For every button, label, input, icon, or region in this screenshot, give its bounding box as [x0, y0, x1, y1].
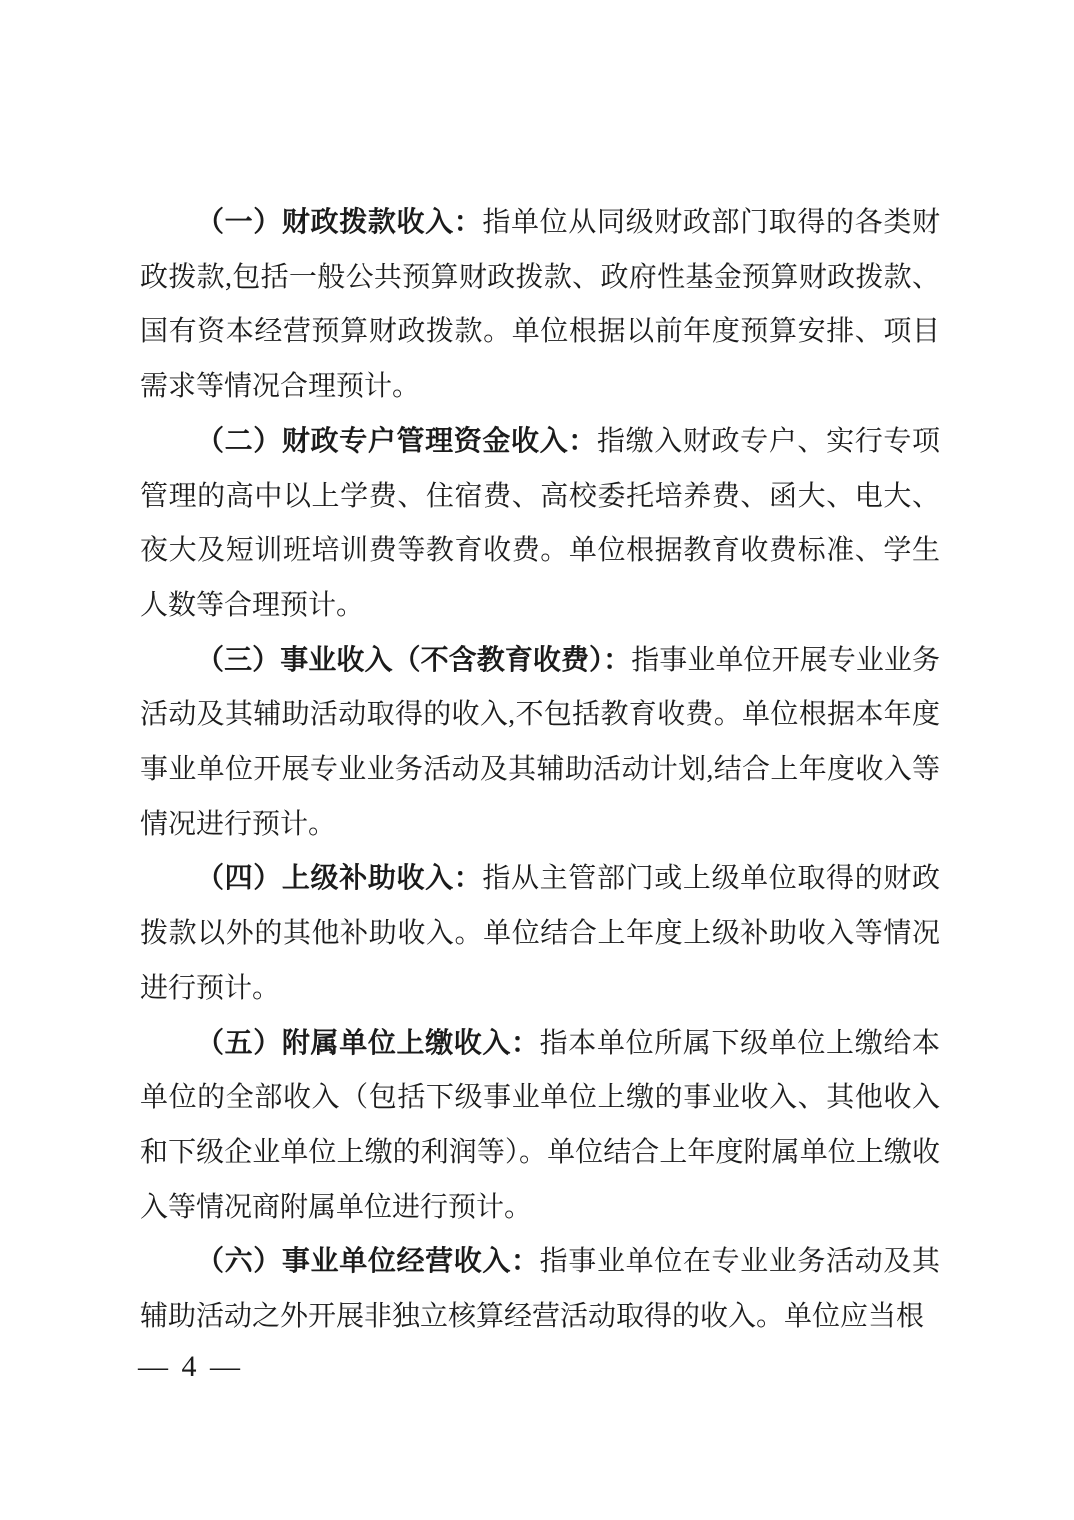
paragraph-6	[140, 1235, 940, 1344]
paragraph-6-text: 指事业单位在专业业务活动及其辅助活动之外开展非独立核算经营活动取得的收入。单位应当根	[140, 1246, 940, 1333]
paragraph-5-heading: （五）附属单位上缴收入：	[196, 1027, 540, 1059]
paragraph-2-heading: （二）财政专户管理资金收入：	[196, 425, 597, 457]
paragraph-1-text: 指单位从同级财政部门取得的各类财政拨款,包括一般公共预算财政拨款、政府性基金预算财政拨款、国有资本经营预算财政拨款。单位根据以前年度预算安排、项目需求等情况合理预计。	[140, 207, 940, 403]
paragraph-4-text: 指从主管部门或上级单位取得的财政拨款以外的其他补助收入。单位结合上年度上级补助收入等情况进行预计。	[140, 863, 940, 1004]
paragraph-1-heading: （一）财政拨款收入：	[196, 207, 483, 238]
paragraph-5	[140, 1017, 940, 1236]
paragraph-3-text: 指事业单位开展专业业务活动及其辅助活动取得的收入,不包括教育收费。单位根据本年度事业单位开展专业业务活动及其辅助活动计划,结合上年度收入等情况进行预计。	[140, 644, 940, 840]
paragraph-5-text: 指本单位所属下级单位上缴给本单位的全部收入（包括下级事业单位上缴的事业收入、其他收入和下级企业单位上缴的利润等）。单位结合上年度附属单位上缴收入等情况商附属单位进行预计。	[140, 1027, 940, 1223]
paragraph-4	[140, 852, 940, 1016]
page-number: — 4 —	[138, 1350, 243, 1383]
paragraph-1	[140, 196, 940, 415]
paragraph-4-heading: （四）上级补助收入：	[196, 863, 483, 895]
paragraph-6-heading: （六）事业单位经营收入：	[196, 1246, 540, 1278]
document-text-block	[140, 196, 940, 1345]
paragraph-3-heading: （三）事业收入（不含教育收费）：	[196, 644, 632, 676]
paragraph-2	[140, 415, 940, 634]
paragraph-2-text: 指缴入财政专户、实行专项管理的高中以上学费、住宿费、高校委托培养费、函大、电大、夜大及短训班培训费等教育收费。单位根据教育收费标准、学生人数等合理预计。	[140, 425, 940, 621]
paragraph-3	[140, 634, 940, 853]
